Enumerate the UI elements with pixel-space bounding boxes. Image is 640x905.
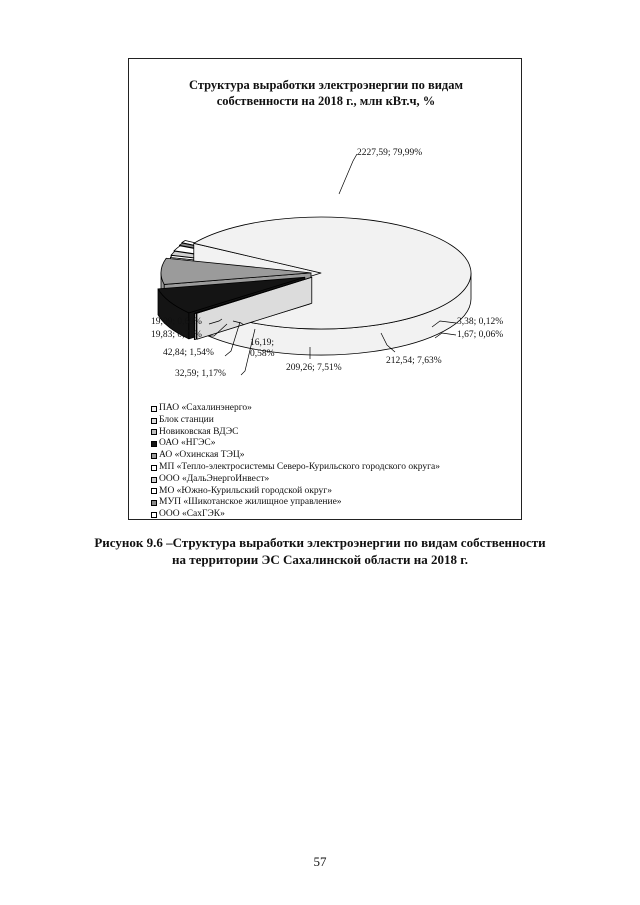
legend-swatch xyxy=(151,418,157,424)
legend-swatch xyxy=(151,453,157,459)
legend-swatch xyxy=(151,441,157,447)
legend-item xyxy=(151,486,440,498)
data-label-shikotan: 19,83; 0,71% xyxy=(151,330,202,340)
legend-label: ООО «ДальЭнергоИнвест» xyxy=(159,473,270,484)
data-label-sakhalinenergo: 2227,59; 79,99% xyxy=(357,148,423,158)
legend-item xyxy=(151,474,440,486)
data-label-line: 16,19; xyxy=(250,338,275,348)
data-label-blok-stantsii: 3,38; 0,12% xyxy=(457,317,504,327)
legend-item xyxy=(151,427,440,439)
legend-swatch xyxy=(151,512,157,518)
legend-item xyxy=(151,509,440,521)
pie-slices xyxy=(158,217,471,355)
figure-caption-line-1: Рисунок 9.6 –Структура выработки электроэнергии по видам собственности xyxy=(94,535,546,550)
figure-caption-line-2: на территории ЭС Сахалинской области на 2018 г. xyxy=(172,552,468,567)
chart-title-line-1: Структура выработки электроэнергии по видам xyxy=(188,78,463,92)
legend-label: Новиковская ВДЭС xyxy=(159,426,239,437)
legend-swatch xyxy=(151,465,157,471)
legend-item xyxy=(151,462,440,474)
legend-item xyxy=(151,497,440,509)
legend-item xyxy=(151,450,440,462)
data-label-line: 0,58% xyxy=(250,349,275,359)
data-label-nges: 212,54; 7,63% xyxy=(386,356,442,366)
legend-label: АО «Охинская ТЭЦ» xyxy=(159,450,245,461)
legend-label: ООО «СахГЭК» xyxy=(159,509,225,520)
legend-label: ОАО «НГЭС» xyxy=(159,438,216,449)
data-label-okhinskaya: 209,26; 7,51% xyxy=(286,363,342,373)
figure-caption xyxy=(0,534,640,568)
legend-label: МУП «Шикотанское жилищное управление» xyxy=(159,497,342,508)
chart-title-line-2: собственности на 2018 г., млн кВт.ч, % xyxy=(216,94,436,108)
data-label-sakhgek: 19,09; 0,69% xyxy=(151,317,202,327)
legend-item xyxy=(151,415,440,427)
chart-frame xyxy=(128,58,522,520)
legend-label: Блок станции xyxy=(159,414,214,425)
legend-swatch xyxy=(151,488,157,494)
data-label-novikovskaya: 1,67; 0,06% xyxy=(457,330,504,340)
page-number: 57 xyxy=(313,854,327,869)
data-label-yuzhno-kurilsk: 42,84; 1,54% xyxy=(163,348,214,358)
data-label-severo-kurilsk xyxy=(250,338,275,360)
legend-swatch xyxy=(151,406,157,412)
legend xyxy=(151,403,440,521)
legend-label: ПАО «Сахалинэнерго» xyxy=(159,403,252,413)
legend-swatch xyxy=(151,477,157,483)
legend-swatch xyxy=(151,500,157,506)
leader-line xyxy=(339,154,357,194)
legend-label: МП «Тепло-электросистемы Северо-Курильского городского округа» xyxy=(159,461,440,472)
data-label-dalenergoinvest: 32,59; 1,17% xyxy=(175,369,226,379)
legend-swatch xyxy=(151,429,157,435)
legend-label: МО «Южно-Курильский городской округ» xyxy=(159,485,332,496)
legend-item xyxy=(151,438,440,450)
legend-item xyxy=(151,403,440,415)
